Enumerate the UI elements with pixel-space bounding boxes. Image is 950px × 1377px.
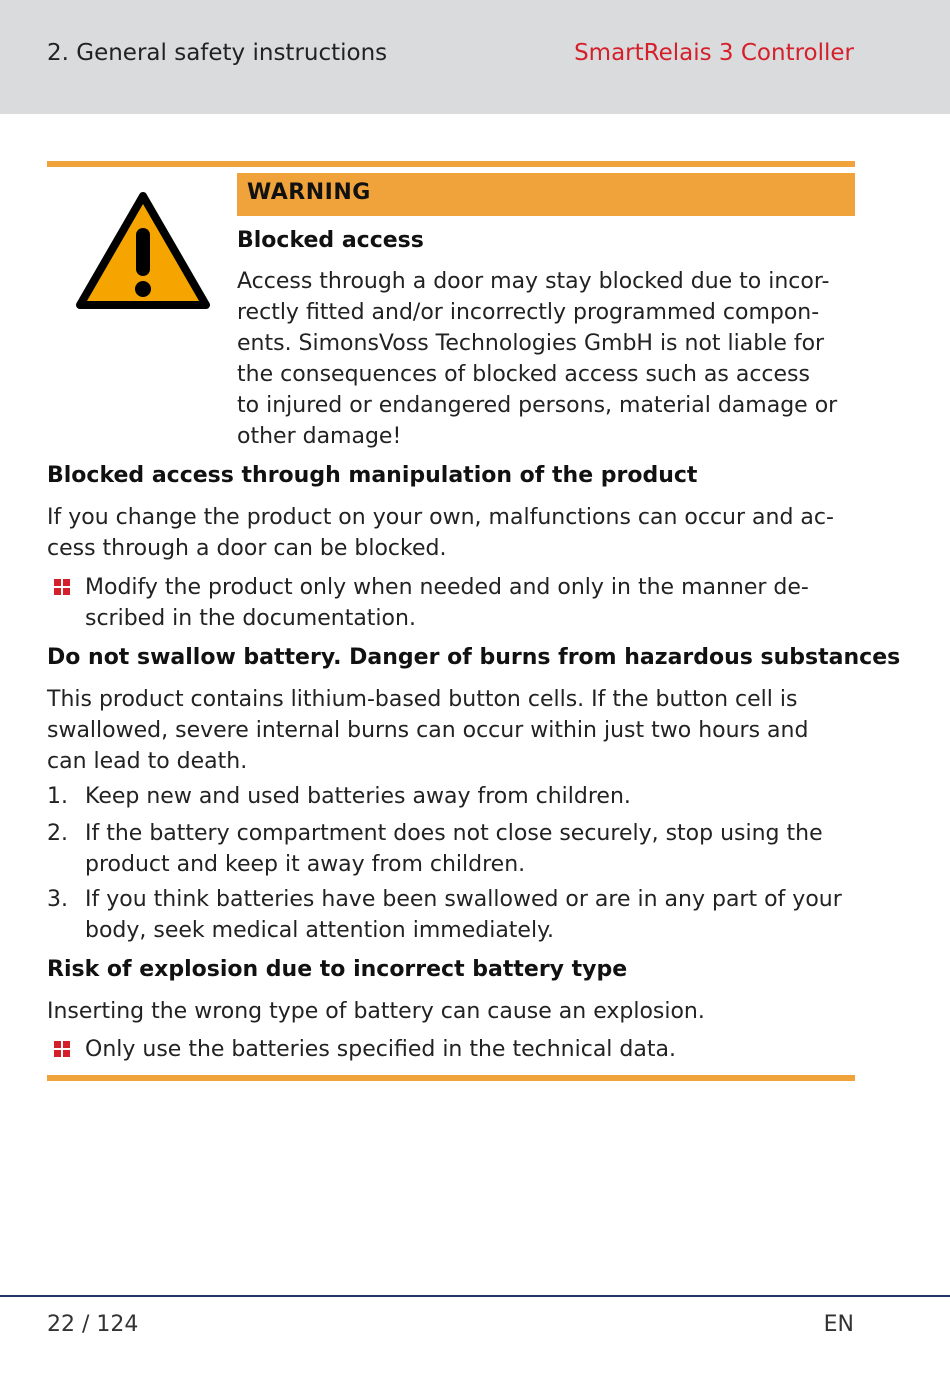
list-line: Keep new and used batteries away from children. [85,784,631,809]
bullet-line: scribed in the documentation. [85,606,416,631]
list-line: If you think batteries have been swallowed or are in any part of your [85,887,842,912]
footer-divider [0,1295,950,1297]
warning-line: rectly fitted and/or incorrectly programmed compon- [237,300,820,325]
warning-label-bar [237,173,855,216]
list-number: 2. [47,821,68,846]
bullet-square-icon [54,579,70,595]
bullet-line: Modify the product only when needed and only in the manner de- [85,575,809,600]
list-item [85,884,842,946]
list-line: body, seek medical attention immediately. [85,918,554,943]
warning-line: to injured or endangered persons, material damage or [237,393,838,418]
warning-title: Blocked access [237,228,424,253]
warning-triangle-icon [75,190,211,312]
warning-line: ents. SimonsVoss Technologies GmbH is not liable for [237,331,825,356]
section-body-manipulation [47,502,834,564]
warning-line: the consequences of blocked access such as access [237,362,810,387]
warning-label: WARNING [247,180,371,205]
body-line: can lead to death. [47,749,248,774]
list-line: product and keep it away from children. [85,852,526,877]
list-number: 3. [47,887,68,912]
list-number: 1. [47,784,68,809]
section-heading-manipulation: Blocked access through manipulation of the product [47,463,698,488]
product-name: SmartRelais 3 Controller [574,40,854,66]
body-line: This product contains lithium-based button cells. If the button cell is [47,687,798,712]
chapter-title: 2. General safety instructions [47,40,388,66]
section-body-explosion: Inserting the wrong type of battery can cause an explosion. [47,999,705,1024]
body-line: If you change the product on your own, malfunctions can occur and ac- [47,505,834,530]
bullet-square-icon [54,1041,70,1057]
warning-line: Access through a door may stay blocked due to incor- [237,269,830,294]
language-code: EN [823,1312,854,1337]
list-item [85,818,823,880]
section-body-battery [47,684,808,777]
section-heading-battery: Do not swallow battery. Danger of burns from hazardous substances [47,645,901,670]
section-heading-explosion: Risk of explosion due to incorrect battery type [47,957,628,982]
page-number: 22 / 124 [47,1312,139,1337]
body-line: swallowed, severe internal burns can occur within just two hours and [47,718,809,743]
list-line: If the battery compartment does not close securely, stop using the [85,821,823,846]
list-item [85,781,631,812]
body-line: cess through a door can be blocked. [47,536,447,561]
bullet-item [85,572,809,634]
page-header [0,0,950,114]
warning-bottom-rule [47,1075,855,1081]
warning-top-rule [47,161,855,167]
bullet-item: Only use the batteries specified in the technical data. [85,1037,676,1062]
warning-line: other damage! [237,424,402,449]
warning-body [237,266,837,452]
